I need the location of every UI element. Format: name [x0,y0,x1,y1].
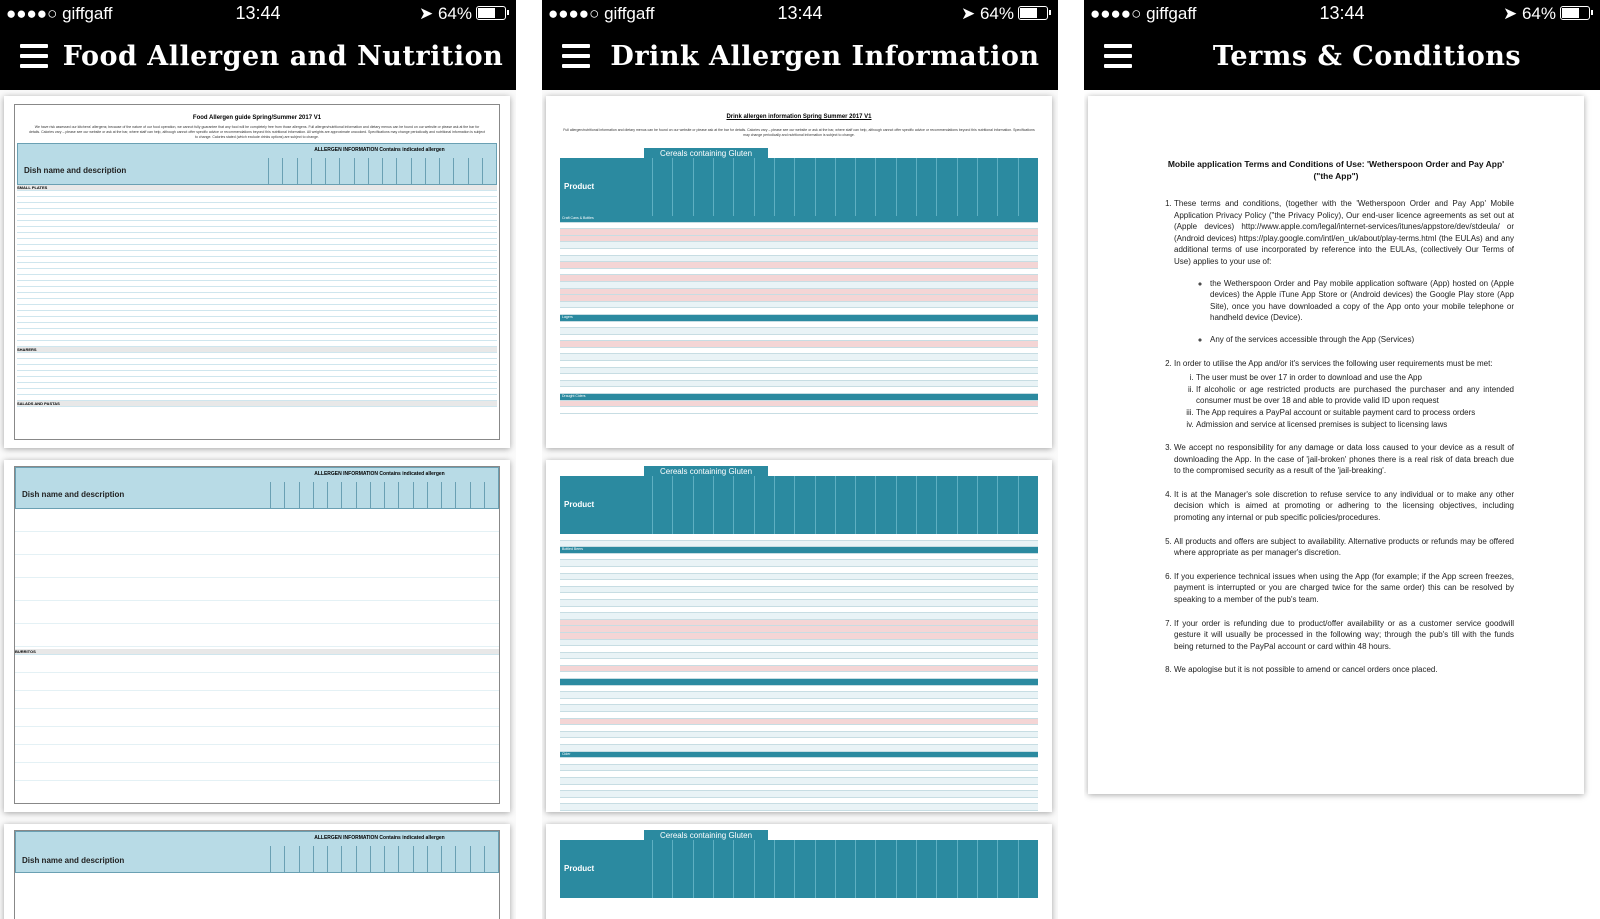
category-lagers: Lagers [560,315,1038,322]
battery-percent: 64% [979,4,1014,23]
document-heading: Food Allergen guide Spring/Summer 2017 V1 [192,115,322,121]
product-column-header-2: Product [564,500,595,509]
document-page-1 [4,96,510,448]
category-cider: Cider [560,752,1038,759]
allergen-table-body [17,185,497,407]
carrier-label: ●●●●○ giffgaff [6,4,113,23]
terms-bullet: ◦ the Wetherspoon Order and Pay mobile application software (App) hosted on (Apple devices) the Apple iTune App Store or (Android devices) the Google Play store (App Site), once you have downloaded a copy of the App onto your mobile telephone or handheld device (Device). [1210,278,1514,324]
drink-table-body-2 [560,534,1038,812]
gluten-banner: Cereals containing Gluten [644,148,768,159]
phone-screen-food [0,0,516,919]
nav-bar [0,28,516,90]
phone-screen-terms [1084,0,1600,919]
product-column-header-3: Product [564,864,595,873]
status-bar [0,0,516,28]
carrier-label: ●●●●○ giffgaff [1090,4,1197,23]
document-intro: We have risk assessed our kitchens' allergens; because of the nature of our food operation, we cannot fully guarantee that any food will be completely free from those allergens. Full allergen/nutritional information and dietary menus can be found on our website or please ask at the bar for details. Calories vary – please see our website or ask at the bar, where staff can help, although cannot offer specific advice or recommendations beyond this nutritional information. All weights are approximate uncooked. Specifications may change periodically and nutritional information is subject to change. Calories stated (which exclude drinks options) are subject to change. [29,125,485,139]
terms-clause: 6. If you experience technical issues when using the App (for example; if the App screen freezes, payment is interrupted or you are charged twice for the same order) this can be resolved by speaking to a member of the pub's team. [1174,571,1514,606]
category-craft: Craft Cans & Bottles [560,216,1038,223]
document-page-2 [4,460,510,812]
status-bar [542,0,1058,28]
document-viewer[interactable] [542,90,1058,919]
phone-screen-drinks [542,0,1058,919]
status-bar [1084,0,1600,28]
dish-column-header: Dish name and description [24,166,127,175]
document-viewer[interactable] [1084,90,1600,919]
requirement-item: i. The user must be over 17 in order to download and use the App [1196,372,1514,384]
drink-table-header [560,158,1038,216]
requirements-list [1174,372,1514,430]
section-salads: SALADS AND PASTAS [17,401,497,407]
requirement-item: ii. If alcoholic or age restricted products are purchased the purchaser and any intended consumer must be over 18 and able to provide valid ID upon request [1196,384,1514,407]
menu-icon[interactable] [562,44,590,68]
terms-clause: 5. All products and offers are subject to availability. Alternative products or refunds may be offered where appropriate as per manager's discretion. [1174,536,1514,559]
requirement-item: iv. Admission and service at licensed premises is subject to licensing laws [1196,419,1514,431]
terms-clause: 3. We accept no responsibility for any damage or data loss caused to your device as a result of downloading the App. In the case of 'jail-broken' phones there is a real risk of data breach due to the compromised security as a result of the 'jail-breaking'. [1174,442,1514,477]
terms-clause: 7. If your order is refunding due to product/offer availability or as a customer service goodwill gesture it will usually be processed in the following way; through the pub's till with the funds being returned to the PayPal account or card within 48 hours. [1174,618,1514,653]
battery-indicator: ➤ 64% [1503,4,1590,24]
clock: 13:44 [235,3,281,23]
carrier-label: ●●●●○ giffgaff [548,4,655,23]
battery-icon [1560,6,1590,20]
menu-icon[interactable] [20,44,48,68]
battery-icon [1018,6,1048,20]
category-bottled-beers: Bottled Beers [560,547,1038,554]
allergen-banner-2: ALLERGEN INFORMATION Contains indicated allergen [314,471,445,477]
dish-column-header-3: Dish name and description [22,856,125,865]
document-page-3 [546,824,1052,919]
drink-table-body [560,216,1038,414]
terms-bullets [1174,278,1514,346]
allergen-banner-3: ALLERGEN INFORMATION Contains indicated allergen [314,835,445,841]
nav-bar [542,28,1058,90]
page-title: Food Allergen and Nutrition [62,41,504,72]
battery-indicator: ➤ 64% [419,4,506,24]
battery-percent: 64% [437,4,472,23]
battery-percent: 64% [1521,4,1556,23]
section-sharers: SHARERS [17,347,497,353]
battery-icon [476,6,506,20]
document-page-2 [546,460,1052,812]
page-title: Drink Allergen Information [610,41,1040,72]
drink-table-header-2 [560,476,1038,534]
clock: 13:44 [1319,3,1365,23]
page-title: Terms & Conditions [1212,41,1522,72]
product-column-header: Product [564,182,595,191]
document-page-1 [546,96,1052,448]
menu-icon[interactable] [1104,44,1132,68]
section-small-plates: SMALL PLATES [17,185,497,191]
document-heading: Drink allergen information Spring Summer 2017 V1 [726,114,872,120]
drink-table-header-3 [560,840,1038,898]
requirement-item: iii. The App requires a PayPal account or suitable payment card to process orders [1196,407,1514,419]
document-intro: Full allergen/nutritional information and dietary menus can be found on our website or please ask at the bar for details. Calories vary – please see our website or ask at the bar, where staff can help, although cannot offer specific advice or recommendations beyond this nutritional information. Specifications may change periodically and nutritional information is subject to change. [563,128,1035,137]
gluten-banner-2: Cereals containing Gluten [644,466,768,477]
terms-heading: Mobile application Terms and Conditions of Use: 'Wetherspoon Order and Pay App' ("the App") [1167,159,1505,181]
document-viewer[interactable] [0,90,516,919]
section-burritos: BURRITOS [15,649,499,655]
document-page-3 [4,824,510,919]
allergen-banner: ALLERGEN INFORMATION Contains indicated allergen [314,147,445,153]
clock: 13:44 [777,3,823,23]
allergen-table-header [17,143,497,183]
terms-clauses [1152,198,1514,676]
terms-clause: 8. We apologise but it is not possible to amend or cancel orders once placed. [1174,664,1514,676]
terms-bullet: ◦ Any of the services accessible through the App (Services) [1210,334,1514,346]
category-draught-ciders: Draught Ciders [560,394,1038,401]
terms-clause: 4. It is at the Manager's sole discretion to refuse service to any individual or to make any other decision which is aimed at promoting or adhering to the licensing objectives, including promoting any internal or pub specific policies/procedures. [1174,489,1514,524]
battery-indicator: ➤ 64% [961,4,1048,24]
dish-column-header-2: Dish name and description [22,490,125,499]
nav-bar [1084,28,1600,90]
gluten-banner-3: Cereals containing Gluten [644,830,768,841]
terms-clause: 2. In order to utilise the App and/or it's services the following user requirements must be met: i. The user must be over 17 in order to download and use the App ii. If alcoholic or age restricted products are purchased the purchaser and any intended consumer must be over 18 and able to provide valid ID upon request iii. The App requires a PayPal account or suitable payment card to process orders iv. Admission and service at licensed premises is subject to licensing laws [1174,358,1514,431]
terms-clause: 1. These terms and conditions, (together with the 'Wetherspoon Order and Pay App' Mobile Application Privacy Policy ("the Privacy Policy), Our end-user licence agreements as set out at (Apple devices) http://www.apple.com/legal/internet-services/itunes/appstore/dev/stdeula/ or (Android devices) https://play.google.com/intl/en_uk/about/play-terms.html (the EULAs) and any additional terms of use incorporated by reference into the EULAs, (collectively Our Terms of Use) applies to your use of: ◦ the Wetherspoon Order and Pay mobile application software (App) hosted on (Apple devices) the Apple iTune App Store or (Android devices) the Google Play store (App Site), once you have downloaded a copy of the App onto your mobile telephone or handheld device (Device). ◦ Any of the services accessible through the App (Services) [1174,198,1514,346]
terms-document-page [1088,96,1584,794]
